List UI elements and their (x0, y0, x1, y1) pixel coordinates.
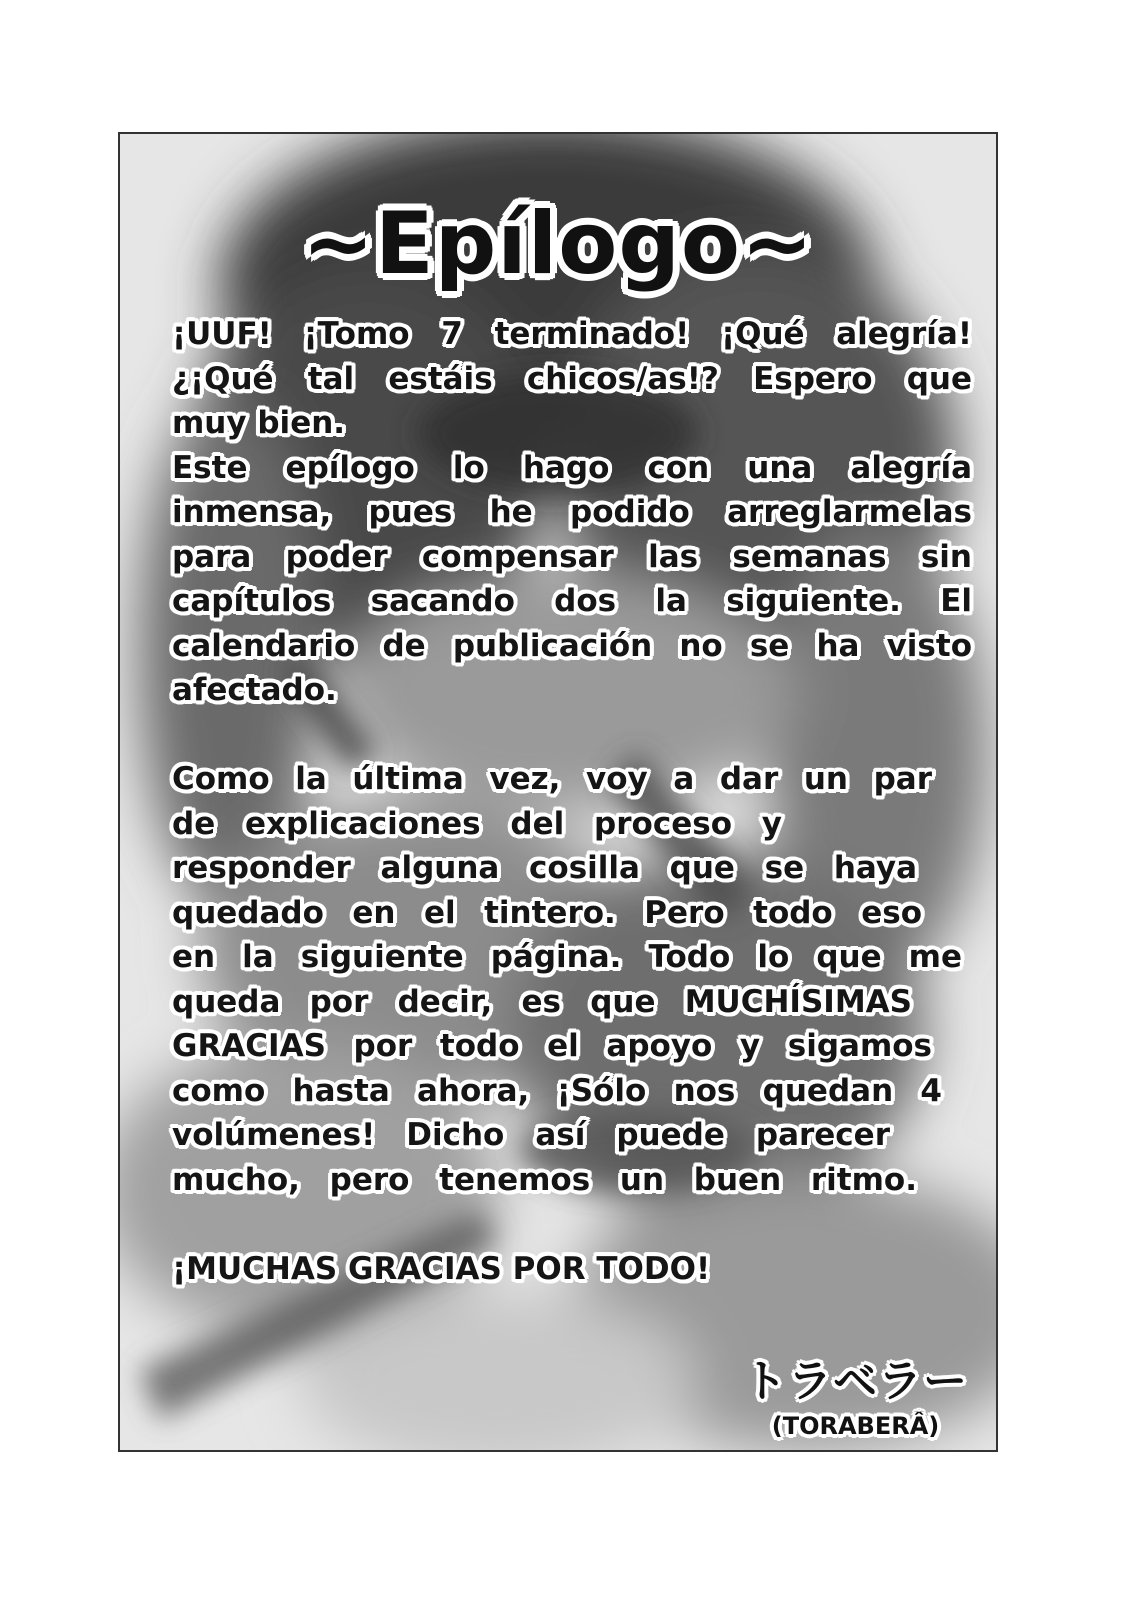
page-title: ~Epílogo~ (301, 194, 815, 294)
paragraph-1-line: inmensa, pues he podido arreglarmelas (172, 494, 972, 530)
paragraph-2-line: quedado en el tintero. Pero todo eso (172, 894, 922, 931)
paragraph-2-line: GRACIAS por todo el apoyo y sigamos (172, 1028, 932, 1064)
paragraph-1-line: para poder compensar las semanas sin (172, 538, 972, 575)
epilogue-body (172, 312, 972, 1291)
paragraph-spacer (172, 1202, 972, 1247)
paragraph-spacer (172, 713, 972, 758)
paragraph-2-line: como hasta ahora, ¡Sólo nos quedan 4 (172, 1072, 942, 1109)
paragraph-1-line: calendario de publicación no se ha visto (172, 627, 972, 664)
signature-japanese: トラベラー (743, 1356, 968, 1407)
paragraph-2-line: mucho, pero tenemos un buen ritmo. (172, 1161, 917, 1198)
epilogue-panel (118, 132, 998, 1452)
author-signature (743, 1356, 968, 1444)
paragraph-1-line: ¿¡Qué tal estáis chicos/as!? Espero que (172, 360, 972, 397)
paragraph-1-line: muy bien. (172, 405, 346, 441)
paragraph-2-line: responder alguna cosilla que se haya (172, 850, 917, 886)
paragraph-1-line: Este epílogo lo hago con una alegría (172, 449, 972, 486)
paragraph-1-line: afectado. (172, 672, 337, 708)
paragraph-2-line: volúmenes! Dicho así puede parecer (172, 1117, 890, 1153)
paragraph-2-line: de explicaciones del proceso y (172, 805, 782, 842)
signature-romanized: (TORABERÂ) (771, 1412, 940, 1440)
paragraph-1-line: capítulos sacando dos la siguiente. El (172, 583, 972, 619)
paragraph-2-line: en la siguiente página. Todo lo que me (172, 939, 962, 975)
paragraph-2-line: Como la última vez, voy a dar un par (172, 761, 932, 797)
paragraph-2-line: queda por decir, es que MUCHÍSIMAS (172, 983, 912, 1020)
closing-line: ¡MUCHAS GRACIAS POR TODO! (172, 1250, 711, 1287)
paragraph-1-line: ¡UUF! ¡Tomo 7 terminado! ¡Qué alegría! (172, 316, 972, 352)
